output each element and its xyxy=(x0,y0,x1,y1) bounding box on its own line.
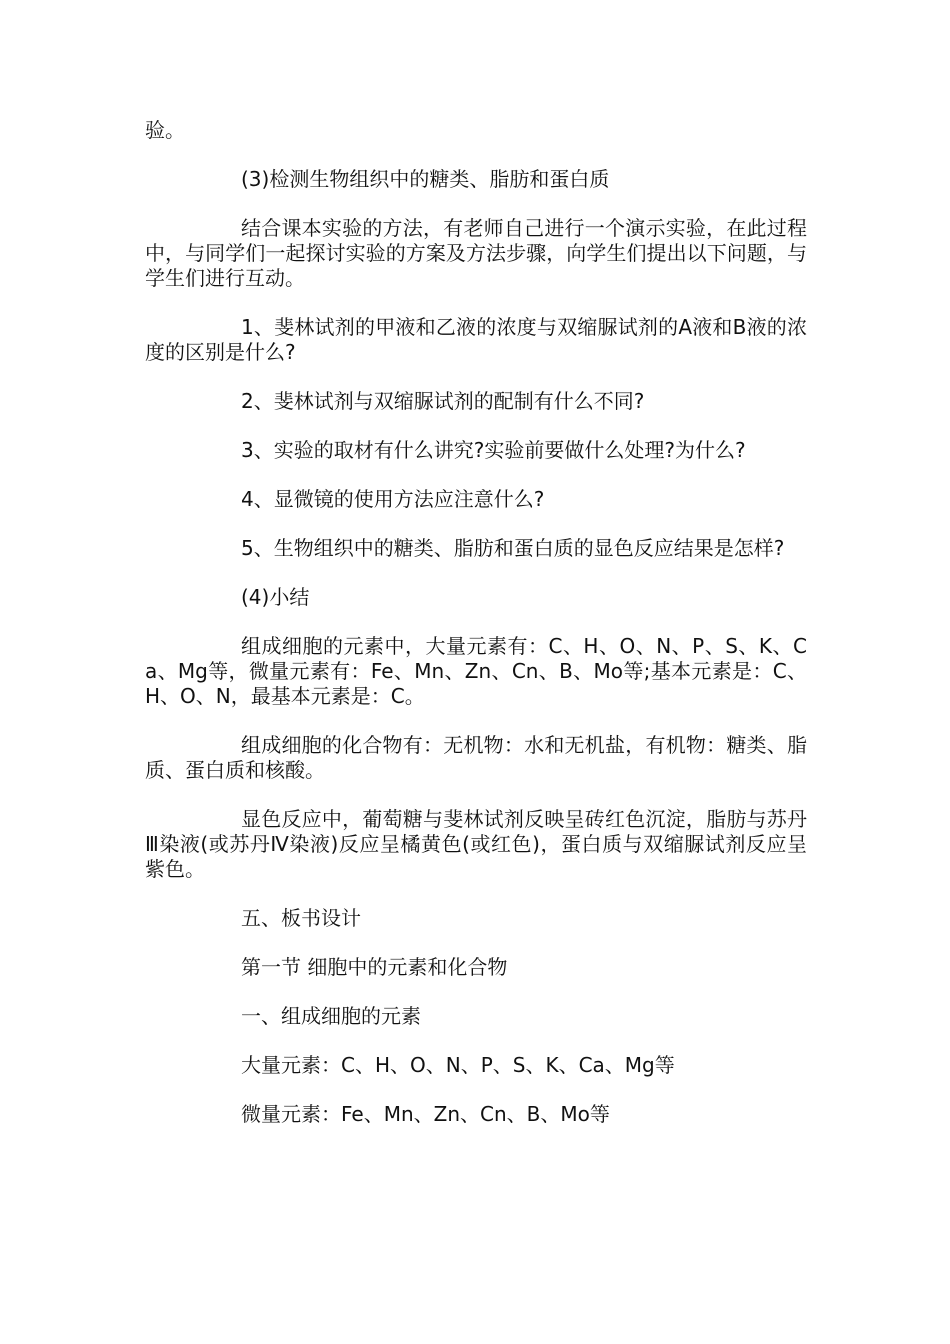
board-subheading-elements: 一、组成细胞的元素 xyxy=(241,1004,421,1028)
question-4: 4、显微镜的使用方法应注意什么? xyxy=(241,487,545,511)
paragraph-demo-experiment: 结合课本实验的方法，有老师自己进行一个演示实验，在此过程中，与同学们一起探讨实验的方案及方法步骤，向学生们提出以下问题，与学生们进行互动。 xyxy=(145,216,807,290)
question-1: 1、斐林试剂的甲液和乙液的浓度与双缩脲试剂的A液和B液的浓度的区别是什么? xyxy=(145,315,807,364)
board-section-title: 第一节 细胞中的元素和化合物 xyxy=(241,955,508,979)
summary-compounds: 组成细胞的化合物有：无机物：水和无机盐，有机物：糖类、脂质、蛋白质和核酸。 xyxy=(145,733,807,782)
section-heading-summary: (4)小结 xyxy=(241,585,310,609)
section-heading-detect-sugars-fats-proteins: (3)检测生物组织中的糖类、脂肪和蛋白质 xyxy=(241,167,610,191)
summary-elements: 组成细胞的元素中，大量元素有：C、H、O、N、P、S、K、Ca、Mg等，微量元素有：Fe、Mn、Zn、Cn、B、Mo等;基本元素是：C、H、O、N，最基本元素是：C。 xyxy=(145,634,807,708)
board-macro-elements: 大量元素：C、H、O、N、P、S、K、Ca、Mg等 xyxy=(241,1053,675,1077)
question-3: 3、实验的取材有什么讲究?实验前要做什么处理?为什么? xyxy=(241,438,746,462)
paragraph-continuation: 验。 xyxy=(145,118,185,142)
section-heading-board-design: 五、板书设计 xyxy=(241,906,361,930)
question-5: 5、生物组织中的糖类、脂肪和蛋白质的显色反应结果是怎样? xyxy=(241,536,785,560)
board-trace-elements: 微量元素：Fe、Mn、Zn、Cn、B、Mo等 xyxy=(241,1102,610,1126)
summary-color-reactions: 显色反应中，葡萄糖与斐林试剂反映呈砖红色沉淀，脂肪与苏丹Ⅲ染液(或苏丹Ⅳ染液)反应呈橘黄色(或红色)，蛋白质与双缩脲试剂反应呈紫色。 xyxy=(145,807,807,881)
question-2: 2、斐林试剂与双缩脲试剂的配制有什么不同? xyxy=(241,389,645,413)
document-body xyxy=(145,118,807,1151)
